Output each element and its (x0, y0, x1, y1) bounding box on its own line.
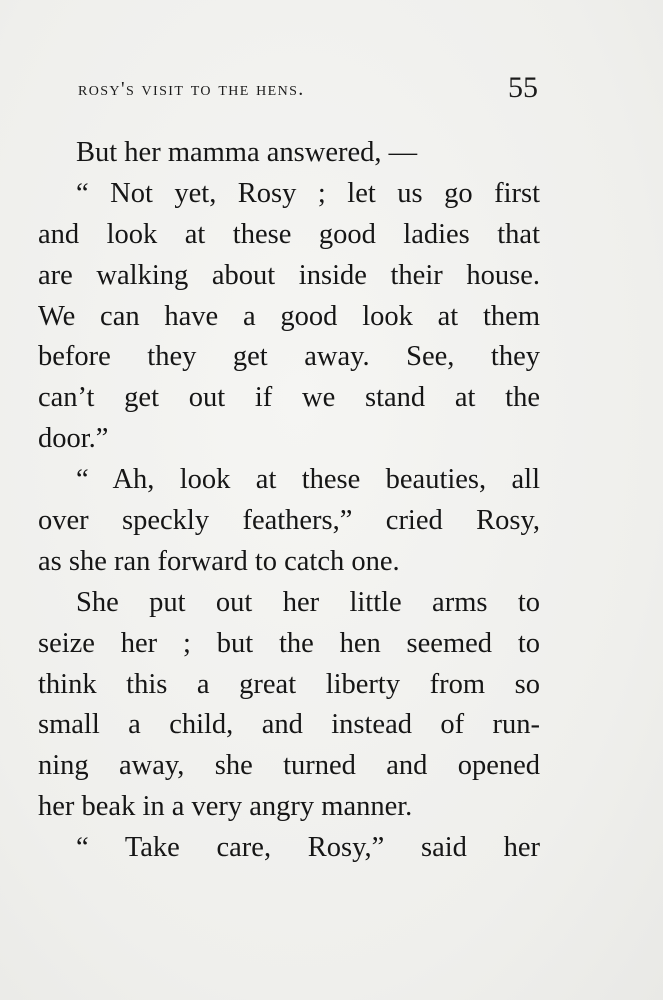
text-line: small a child, and instead of run- (38, 709, 540, 741)
text-line: door.” (38, 423, 109, 455)
text-line: before they get away. See, they (38, 341, 540, 373)
text-line: can’t get out if we stand at the (38, 382, 540, 414)
text-line: and look at these good ladies that (38, 218, 540, 250)
text-line: think this a great liberty from so (38, 668, 540, 700)
text-line: We can have a good look at them (38, 300, 540, 332)
text-line: as she ran forward to catch one. (38, 545, 400, 577)
text-line: are walking about inside their house. (38, 259, 540, 291)
text-line: seize her ; but the hen seemed to (38, 627, 540, 659)
page-number: 55 (508, 71, 538, 104)
running-head: rosy's visit to the hens. (78, 78, 305, 100)
text-line: But her mamma answered, — (76, 137, 418, 168)
text-line: “ Take care, Rosy,” said her (76, 832, 540, 864)
text-line: ning away, she turned and opened (38, 750, 540, 782)
text-line: over speckly feathers,” cried Rosy, (38, 505, 540, 537)
page-header (78, 70, 538, 110)
body-text (38, 133, 540, 869)
text-line: “ Ah, look at these beauties, all (76, 464, 540, 496)
text-line: “ Not yet, Rosy ; let us go first (76, 177, 540, 209)
text-line: She put out her little arms to (76, 586, 540, 618)
text-line: her beak in a very angry manner. (38, 791, 413, 823)
